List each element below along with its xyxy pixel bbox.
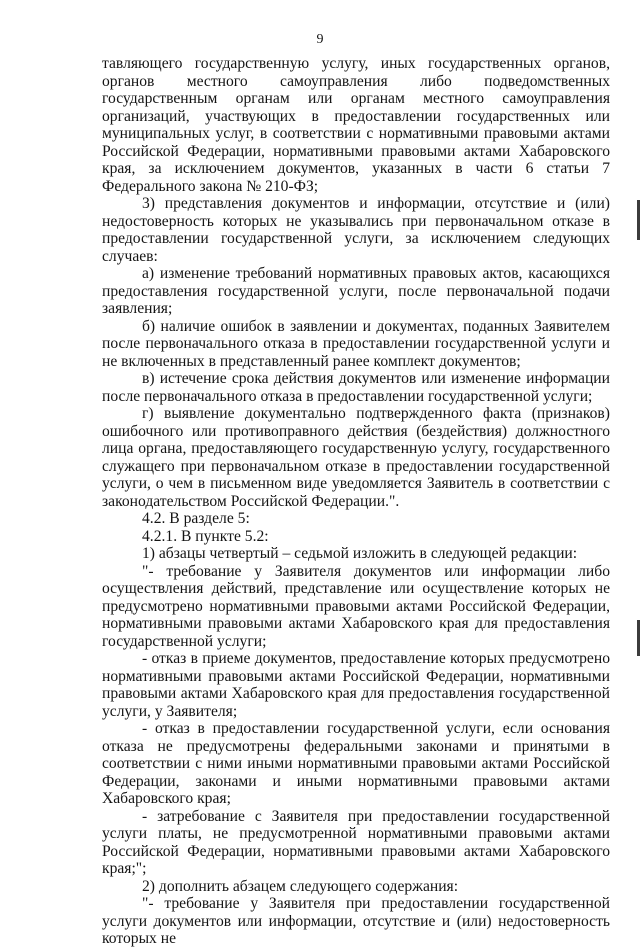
paragraph-quote-refusal-acceptance: - отказ в приеме документов, предоставление которых предусмотрено нормативными правовыми актами Российской Федерации, нормативными правовыми актами Хабаровского края для предоставления государственной услуги, у Заявителя; bbox=[102, 650, 610, 720]
paragraph-subitem-a: а) изменение требований нормативных правовых актов, касающихся предоставления государственной услуги, после первоначальной подачи заявления; bbox=[102, 265, 610, 317]
paragraph-quote-new-requirement: "- требование у Заявителя при предоставлении государственной услуги документов или информации, отсутствие и (или) недостоверность которых не bbox=[102, 895, 610, 947]
paragraph-amendment-2: 2) дополнить абзацем следующего содержания: bbox=[142, 877, 459, 895]
paragraph-quote-fee: - затребование с Заявителя при предоставлении государственной услуги платы, не предусмотренной нормативными правовыми актами Российской Федерации, нормативными правовыми актами Хабаровского края;"; bbox=[102, 807, 610, 877]
paragraph-amendment-1: 1) абзацы четвертый – седьмой изложить в следующей редакции: bbox=[142, 545, 578, 562]
paragraph-quote-requirement: "- требование у Заявителя документов или информации либо осуществления действий, представление или осуществление которых не предусмотрено нормативными правовыми актами Российской Федерации, нормативными правовыми актами Хабаровского края для предоставления государственной услуги; bbox=[102, 562, 610, 650]
paragraph-continuation: тавляющего государственную услугу, иных государственных органов, органов местного самоуправления либо подведомственных государственным органам или органам местного самоуправления организаций, участвующих в предоставлении государственных или муниципальных услуг, в соответствии с нормативными правовыми актами Российской Федерации, нормативными правовыми актами Хабаровского края, за исключением документов, указанных в части 6 статьи 7 Федерального закона № 210-ФЗ; bbox=[102, 55, 610, 195]
paragraph-item-3: 3) представления документов и информации, отсутствие и (или) недостоверность которых не указывались при первоначальном отказе в предоставлении государственной услуги, за исключением следующих случаев: bbox=[102, 195, 610, 265]
paragraph-section-4-2: 4.2. В разделе 5: bbox=[142, 510, 250, 527]
paragraph-subitem-v: в) истечение срока действия документов или изменение информации после первоначального отказа в предоставлении государственной услуги; bbox=[102, 370, 610, 405]
paragraph-section-4-2-1: 4.2.1. В пункте 5.2: bbox=[142, 527, 269, 545]
page-number: 9 bbox=[316, 32, 324, 47]
document-body bbox=[102, 55, 610, 948]
paragraph-subitem-b: б) наличие ошибок в заявлении и документах, поданных Заявителем после первоначального отказа в предоставлении государственной услуги и не включенных в представленный ранее комплект документов; bbox=[102, 317, 610, 370]
paragraph-subitem-g: г) выявление документально подтвержденного факта (признаков) ошибочного или противоправного действия (бездействия) должностного лица органа, предоставляющего государственную услугу, государственного служащего при первоначальном отказе в предоставлении государственной услуги, о чем в письменном виде уведомляется Заявитель в соответствии с законодательством Российской Федерации.". bbox=[102, 405, 610, 510]
paragraph-quote-refusal-service: - отказ в предоставлении государственной услуги, если основания отказа не предусмотрены федеральными законами и принятыми в соответствии с ними иными нормативными правовыми актами Российской Федерации, законами и иными нормативными правовыми актами Хабаровского края; bbox=[102, 720, 610, 807]
